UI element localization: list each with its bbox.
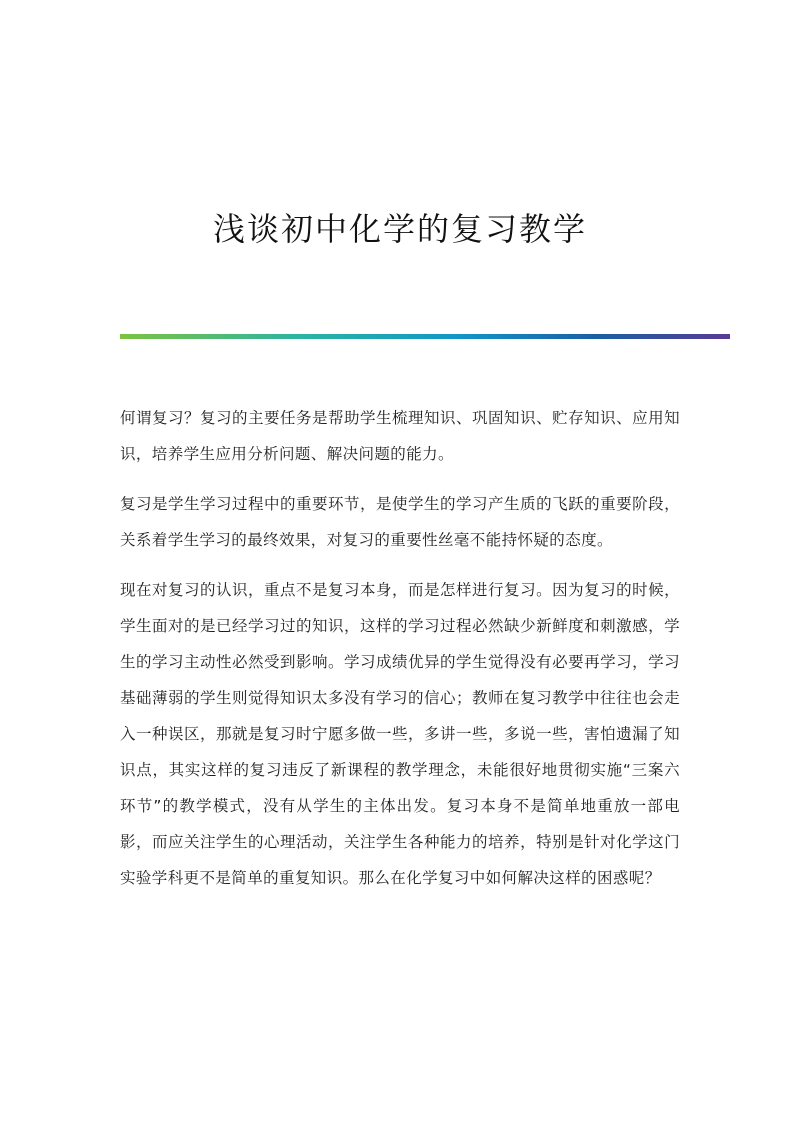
- document-title: 浅谈初中化学的复习教学: [212, 210, 587, 249]
- document-body: [120, 400, 680, 910]
- paragraph-3: 现在对复习的认识，重点不是复习本身，而是怎样进行复习。因为复习的时候，学生面对的是已经学习过的知识，这样的学习过程必然缺少新鲜度和刺激感，学生的学习主动性必然受到影响。学习成绩优异的学生觉得没有必要再学习，学习基础薄弱的学生则觉得知识太多没有学习的信心；教师在复习教学中往往也会走入一种误区，那就是复习时宁愿多做一些，多讲一些，多说一些，害怕遗漏了知识点，其实这样的复习违反了新课程的教学理念，未能很好地贯彻实施“三案六环节”的教学模式，没有从学生的主体出发。复习本身不是简单地重放一部电影，而应关注学生的心理活动，关注学生各种能力的培养，特别是针对化学这门实验学科更不是简单的重复知识。那么在化学复习中如何解决这样的困惑呢？: [120, 581, 680, 887]
- paragraph-1: 何谓复习？复习的主要任务是帮助学生梳理知识、巩固知识、贮存知识、应用知识，培养学生应用分析问题、解决问题的能力。: [120, 409, 680, 463]
- paragraph-2: 复习是学生学习过程中的重要环节，是使学生的学习产生质的飞跃的重要阶段，关系着学生学习的最终效果，对复习的重要性丝毫不能持怀疑的态度。: [120, 495, 680, 549]
- title-divider: [120, 334, 730, 339]
